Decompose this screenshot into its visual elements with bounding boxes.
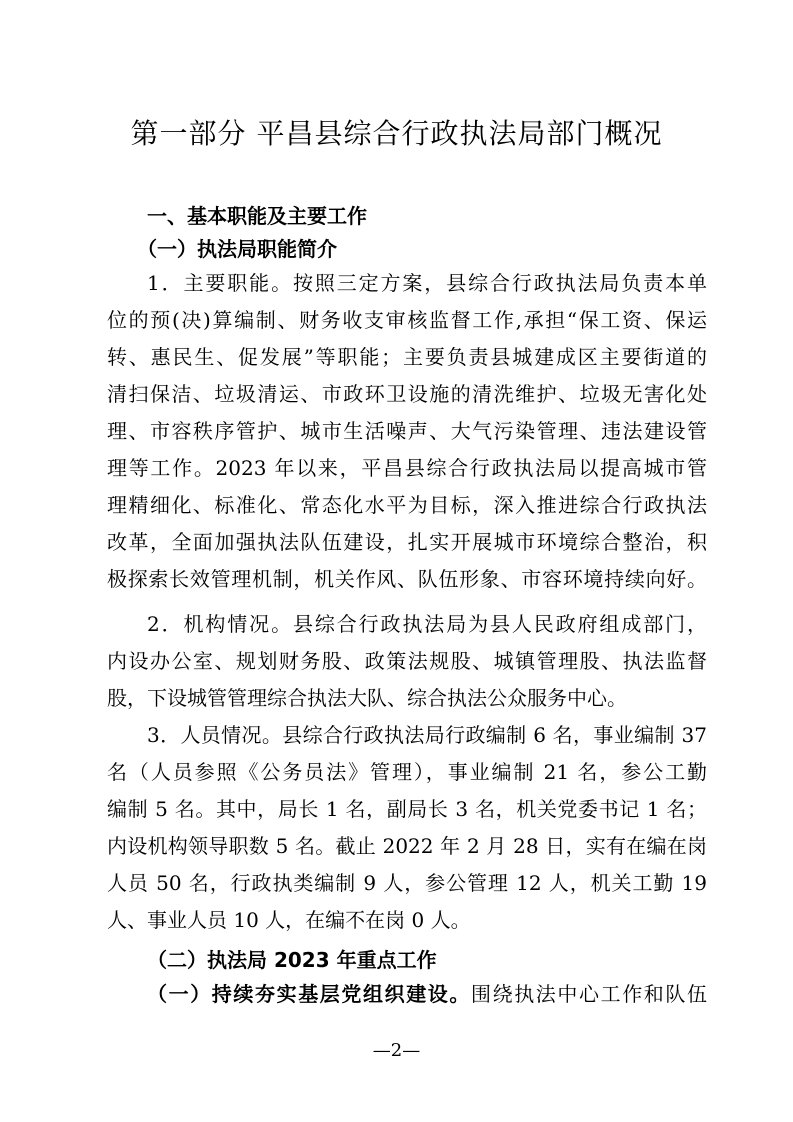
paragraph-line: 改革，全面加强执法队伍建设，扎实开展城市环境综合整治，积 [107,530,707,554]
paragraph-line: 2．机构情况。县综合行政执法局为县人民政府组成部门， [147,612,707,636]
paragraph-line: 编制 5 名。其中，局长 1 名，副局长 3 名，机关党委书记 1 名； [107,797,707,821]
page-title: 第一部分 平昌县综合行政执法局部门概况 [130,117,663,150]
subsection-heading: （二）执法局 2023 年重点工作 [147,948,437,972]
paragraph-line: 3．人员情况。县综合行政执法局行政编制 6 名，事业编制 37 [147,723,707,747]
paragraph-line: 理等工作。2023 年以来，平昌县综合行政执法局以提高城市管 [107,456,707,480]
paragraph-line: 理精细化、标准化、常态化水平为目标，深入推进综合行政执法 [107,493,707,517]
paragraph-line: 内设办公室、规划财务股、政策法规股、城镇管理股、执法监督 [107,649,707,673]
paragraph-line [147,981,707,1007]
paragraph-line: 1．主要职能。按照三定方案，县综合行政执法局负责本单 [147,271,707,295]
paragraph-line: 理、市容秩序管护、城市生活噪声、大气污染管理、违法建设管 [107,419,707,443]
page-number: —2— [372,1040,421,1061]
paragraph-line: 转、惠民生、促发展”等职能；主要负责县城建成区主要街道的 [107,345,707,369]
paragraph-line: 人员 50 名，行政执类编制 9 人，参公管理 12 人，机关工勤 19 [107,871,707,895]
section-heading: 一、基本职能及主要工作 [147,204,367,228]
paragraph-line: 内设机构领导职数 5 名。截止 2022 年 2 月 28 日，实有在编在岗 [107,834,707,858]
paragraph-line: 极探索长效管理机制，机关作风、队伍形象、市容环境持续向好。 [107,567,707,591]
bold-lead: （一）持续夯实基层党组织建设。 [147,982,471,1006]
paragraph-line: 清扫保洁、垃圾清运、市政环卫设施的清洗维护、垃圾无害化处 [107,382,707,406]
paragraph-line: 股，下设城管管理综合执法大队、综合执法公众服务中心。 [107,686,627,710]
paragraph-line: 人、事业人员 10 人，在编不在岗 0 人。 [107,908,471,932]
paragraph-line: 名（人员参照《公务员法》管理），事业编制 21 名，参公工勤 [107,760,707,784]
paragraph-text: 围绕执法中心工作和队伍 [471,982,707,1006]
subsection-heading: （一）执法局职能简介 [137,237,337,261]
paragraph-line: 位的预(决)算编制、财务收支审核监督工作,承担“保工资、保运 [107,308,707,332]
